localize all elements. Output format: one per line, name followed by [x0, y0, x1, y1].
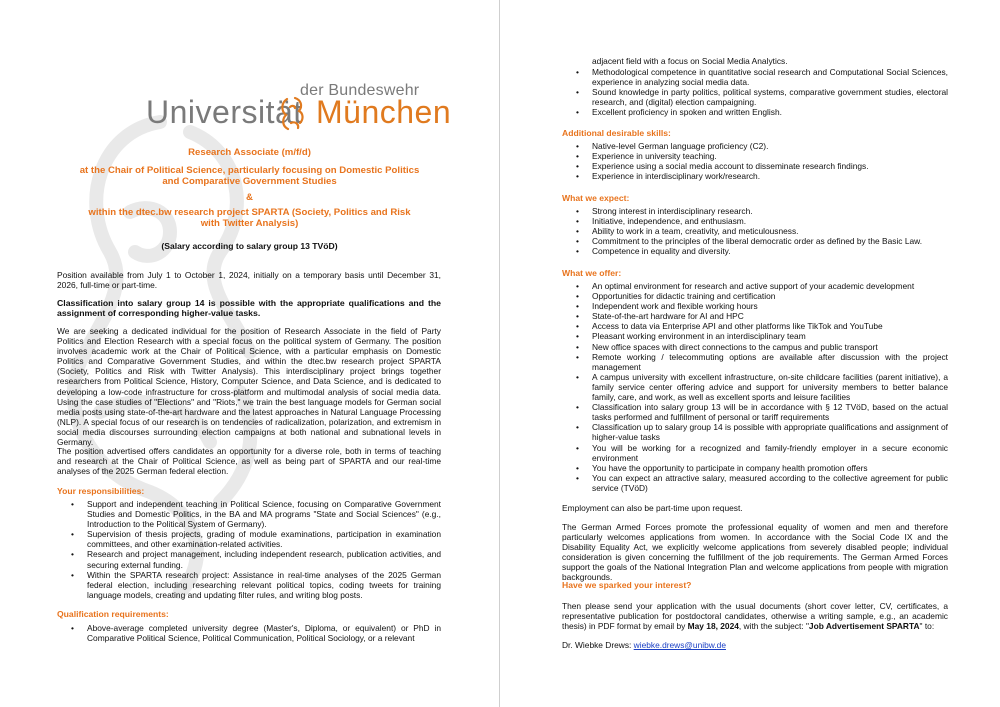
- list-item: • Initiative, independence, and enthusiasm.: [562, 216, 948, 226]
- list-item: • Remote working / telecommuting options are available after discussion with the project management: [562, 352, 948, 372]
- list-item: • Classification into salary group 13 will be in accordance with § 12 TVöD, based on the actual tasks performed and fulfillment of personal or tariff requirements: [562, 402, 948, 422]
- part-time-paragraph: Employment can also be part-time upon request.: [562, 503, 743, 513]
- offer-list: [562, 281, 948, 493]
- list-item: • Commitment to the principles of the liberal democratic order as defined by the Basic Law.: [562, 236, 948, 246]
- document-page-1: [0, 0, 499, 707]
- list-item: • You will be working for a recognized and family-friendly employer in a secure economic environment: [562, 443, 948, 463]
- salary-note: (Salary according to salary group 13 TVöD): [161, 241, 338, 251]
- list-item: • Experience in interdisciplinary work/research.: [562, 171, 948, 181]
- document-page-2: [500, 0, 1000, 707]
- equality-paragraph: The German Armed Forces promote the professional equality of women and men and therefore particularly welcomes applications from women. In accordance with the Social Code IX and the Disability Equality Act, we explicitly welcome applications from severely disabled people; individual consideration is given concerning the fulfillment of the job requirements. The German Armed Forces support the goals of the National Integration Plan and welcome applications from people with migration backgrounds.: [562, 522, 948, 583]
- qualifications-list-part1: [57, 623, 441, 643]
- application-text-2: , with the subject: ": [738, 621, 809, 632]
- qualifications-list-part2: [562, 67, 948, 117]
- additional-skills-list: [562, 141, 948, 181]
- list-item: • Classification up to salary group 14 is possible with appropriate qualifications and assignment of higher-value tasks: [562, 422, 948, 442]
- list-item: • You can expect an attractive salary, measured according to the collective agreement for public service (TVöD): [562, 473, 948, 493]
- project-line-1: within the dtec.bw research project SPARTA (Society, Politics and Risk: [88, 207, 411, 218]
- deadline: May 18, 2024: [687, 621, 739, 632]
- university-logo: [0, 0, 499, 130]
- application-text: Then please send your application with the usual documents (short cover letter, CV, certificates, a representative publication for postdoctoral candidates, otherwise a writing sample, e.g., an academic thesis) in PDF format by email by: [562, 601, 948, 632]
- expectations-list: [562, 206, 948, 256]
- chair-line-2: and Comparative Government Studies: [162, 176, 337, 187]
- contact-line: [562, 640, 948, 650]
- list-item: • Pleasant working environment in an interdisciplinary team: [562, 331, 948, 341]
- list-item: • Within the SPARTA research project: Assistance in real-time analyses of the 2025 German federal election, including researching relevant political topics, coding tweets for training language models, creating and updating filter rules, and writing blog posts.: [57, 570, 441, 600]
- list-item: • Sound knowledge in party politics, political systems, comparative government studies, electoral research, and (digital) election campaigning.: [562, 87, 948, 107]
- project-line-2: with Twitter Analysis): [200, 218, 299, 229]
- list-item: • Support and independent teaching in Political Science, focusing on Comparative Government Studies and Domestic Politics, in the BA and MA programs "State and Social Sciences" (e.g., Introduction to the Political System of Germany).: [57, 499, 441, 529]
- description-paragraph: We are seeking a dedicated individual for the position of Research Associate in the field of Party Politics and Election Research with a special focus on the political system of Germany. The position involves academic work at the Chair of Political Science, with a particular emphasis on Domestic Politics and Comparative Government Studies, and within the dtec.bw research project SPARTA (Society, Politics and Risk with Twitter Analysis). This interdisciplinary project brings together researchers from Political Science, History, Computer Science, and Data Science, and is dedicated to developing a low-code infrastructure for cross-platform and multimodal analysis of social media data. Using the case studies of "Elections" and "Riots," we train the best language models for German social media posts using state-of-the-art hardware and the latest approaches in Natural Language Processing (NLP). A special focus of our research is on tendencies of radicalization, polarization, and extremism in social media discourses surrounding election campaigns at both national and subnational levels in Germany.: [57, 326, 441, 448]
- list-item: • Supervision of thesis projects, grading of module examinations, participation in examination committees, and other examination-related activities.: [57, 529, 441, 549]
- sparked-interest-heading: Have we sparked your interest?: [562, 580, 692, 590]
- logo-subtitle: der Bundeswehr: [300, 82, 420, 99]
- responsibilities-heading: Your responsibilities:: [57, 486, 145, 496]
- list-item: • Native-level German language proficiency (C2).: [562, 141, 948, 151]
- offer-heading: What we offer:: [562, 268, 622, 278]
- email-subject: Job Advertisement SPARTA: [808, 621, 920, 632]
- title-ampersand: &: [246, 192, 253, 203]
- contact-email-link[interactable]: wiebke.drews@unibw.de: [633, 640, 726, 650]
- qualification-continuation: adjacent field with a focus on Social Media Analytics.: [592, 56, 788, 66]
- responsibilities-list: [57, 499, 441, 600]
- list-item: • New office spaces with direct connections to the campus and public transport: [562, 342, 948, 352]
- list-item: • A campus university with excellent infrastructure, on-site childcare facilities (parent initiative), a family service center offering advice and support for university members to better balance family, care, and work, as well as excellent sports and leisure facilities: [562, 372, 948, 402]
- list-item: • Competence in equality and diversity.: [562, 246, 948, 256]
- list-item: • Research and project management, including independent research, publication activities, and securing external funding.: [57, 549, 441, 569]
- expectations-heading: What we expect:: [562, 193, 630, 203]
- list-item: • Experience using a social media account to disseminate research findings.: [562, 161, 948, 171]
- list-item: • Experience in university teaching.: [562, 151, 948, 161]
- list-item: • You have the opportunity to participate in company health promotion offers: [562, 463, 948, 473]
- list-item: • Independent work and flexible working hours: [562, 301, 948, 311]
- list-item: • State-of-the-art hardware for AI and HPC: [562, 311, 948, 321]
- list-item: • Ability to work in a team, creativity, and meticulousness.: [562, 226, 948, 236]
- availability-paragraph: Position available from July 1 to October 1, 2024, initially on a temporary basis until December 31, 2026, full-time or part-time.: [57, 270, 441, 291]
- list-item: • Methodological competence in quantitative social research and Computational Social Sciences, experience in analyzing social media data.: [562, 67, 948, 87]
- classification-paragraph: Classification into salary group 14 is possible with the appropriate qualifications and the assignment of corresponding higher-value tasks.: [57, 298, 441, 319]
- additional-skills-heading: Additional desirable skills:: [562, 128, 671, 138]
- list-item: • An optimal environment for research and active support of your academic development: [562, 281, 948, 291]
- logo-athena-icon: [273, 93, 315, 133]
- contact-name: Dr. Wiebke Drews:: [562, 640, 632, 650]
- list-item: • Above-average completed university degree (Master's, Diploma, or equivalent) or PhD in Comparative Political Science, Political Communication, Political Sociology, or a relevant: [57, 623, 441, 643]
- qualifications-heading: Qualification requirements:: [57, 609, 169, 619]
- logo-word-muenchen: München: [316, 94, 452, 130]
- list-item: • Strong interest in interdisciplinary research.: [562, 206, 948, 216]
- logo-word-universitaet: Universität: [146, 94, 303, 130]
- chair-line-1: at the Chair of Political Science, particularly focusing on Domestic Politics: [79, 165, 420, 176]
- diverse-role-paragraph: The position advertised offers candidates an opportunity for a diverse role, both in terms of teaching and research at the Chair of Political Science, as well as being part of SPARTA and our real-time analyses of the 2025 German federal election.: [57, 446, 441, 477]
- application-paragraph: [562, 601, 948, 631]
- list-item: • Access to data via Enterprise API and other platforms like TikTok and YouTube: [562, 321, 948, 331]
- position-title: Research Associate (m/f/d): [188, 147, 311, 158]
- list-item: • Opportunities for didactic training and certification: [562, 291, 948, 301]
- list-item: • Excellent proficiency in spoken and written English.: [562, 107, 948, 117]
- application-text-3: " to:: [919, 621, 935, 632]
